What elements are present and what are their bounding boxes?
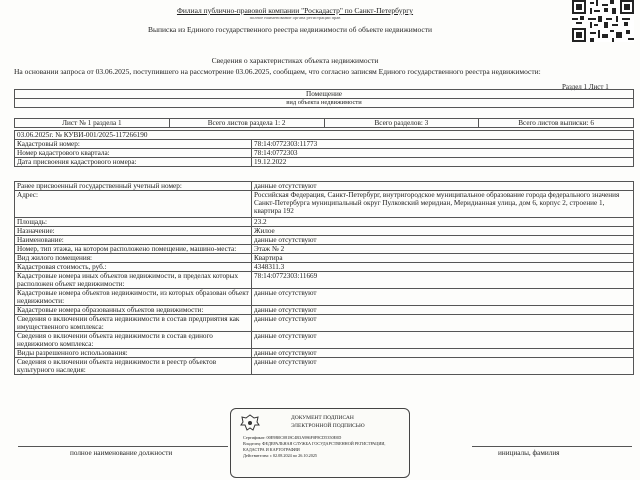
row-label: Вид жилого помещения: (15, 254, 252, 263)
position-caption: полное наименование должности (70, 449, 173, 457)
table-row (15, 263, 634, 272)
row-label: Сведения о включении объекта недвижимости в реестр объектов культурного наследия: (15, 358, 252, 375)
row-value: 78:14:0772303 (252, 149, 634, 158)
row-label: Наименование: (15, 236, 252, 245)
section-label: Раздел 1 Лист 1 (562, 83, 609, 91)
extract-title: Выписка из Единого государственного реестра недвижимости об объекте недвижимости (147, 25, 433, 34)
qr-code (572, 0, 634, 42)
row-label: Кадастровые номера иных объектов недвижимости, в пределах которых расположен объект недвижимости: (15, 272, 252, 289)
row-value: данные отсутствуют (252, 315, 634, 332)
section-sheets: Всего листов раздела 1: 2 (169, 119, 324, 128)
object-type: Помещение (15, 90, 634, 99)
row-label: Дата присвоения кадастрового номера: (15, 158, 252, 167)
table-row (15, 332, 634, 349)
extract-sheets: Всего листов выписки: 6 (479, 119, 634, 128)
table-row (15, 306, 634, 315)
row-value: данные отсутствуют (252, 306, 634, 315)
sheet-number: Лист № 1 раздела 1 (15, 119, 170, 128)
table-row (15, 349, 634, 358)
table-row (15, 272, 634, 289)
row-label: Сведения о включении объекта недвижимости в состав предприятия как имущественного комплекса: (15, 315, 252, 332)
row-value: данные отсутствуют (252, 349, 634, 358)
table-row (15, 289, 634, 306)
stamp-line1: ДОКУМЕНТ ПОДПИСАН (291, 415, 354, 421)
table-row (15, 140, 634, 149)
row-value: данные отсутствуют (252, 289, 634, 306)
position-line (18, 446, 228, 447)
row-label: Сведения о включении объекта недвижимости в состав единого недвижимого комплекса: (15, 332, 252, 349)
table-row (15, 245, 634, 254)
table-row (15, 149, 634, 158)
row-label: Ранее присвоенный государственный учетный номер: (15, 182, 252, 191)
table-row (15, 254, 634, 263)
stamp-owner: Владелец: ФЕДЕРАЛЬНАЯ СЛУЖБА ГОСУДАРСТВЕННОЙ РЕГИСТРАЦИИ, КАДАСТРА И КАРТОГРАФИИ (243, 441, 386, 452)
stamp-details (243, 435, 403, 459)
row-label: Кадастровые номера образованных объектов недвижимости: (15, 306, 252, 315)
row-value: 78:14:0772303:11773 (252, 140, 634, 149)
basic-info-table (14, 130, 634, 167)
row-value: 23.2 (252, 218, 634, 227)
row-label: Кадастровая стоимость, руб.: (15, 263, 252, 272)
table-row (15, 182, 634, 191)
row-value: 19.12.2022 (252, 158, 634, 167)
table-row (15, 227, 634, 236)
object-header-table (14, 89, 634, 108)
row-value: Этаж № 2 (252, 245, 634, 254)
row-value: данные отсутствуют (252, 236, 634, 245)
object-type-caption: вид объекта недвижимости (15, 99, 634, 108)
doc-intro: На основании запроса от 03.06.2025, поступившего на рассмотрение 03.06.2025, сообщаем, что согласно записям Единого государственного реестра недвижимости: (14, 67, 541, 76)
extract-number: 03.06.2025г. № КУВИ-001/2025-117266190 (15, 131, 634, 140)
row-label: Номер, тип этажа, на котором расположено помещение, машино-места: (15, 245, 252, 254)
table-row (15, 218, 634, 227)
row-label: Кадастровые номера объектов недвижимости, из которых образован объект недвижимости: (15, 289, 252, 306)
row-label: Виды разрешенного использования: (15, 349, 252, 358)
row-value: 4348311.3 (252, 263, 634, 272)
row-value: Российская Федерация, Санкт-Петербург, внутригородское муниципальное образование города федерального значения Санкт-Петербурга муниципальный округ Пулковский меридиан, Меридианная улица, дом 6, корпус 2, строение 1, квартира 192 (252, 191, 634, 218)
name-caption: инициалы, фамилия (498, 449, 560, 457)
row-value: данные отсутствуют (252, 358, 634, 375)
sections-total: Всего разделов: 3 (324, 119, 479, 128)
table-row (15, 191, 634, 218)
sheet-info-table (14, 118, 634, 128)
stamp-cert: Сертификат: 00E9B0C0818C4B3A986F0F8CD5350E0D (243, 435, 342, 440)
table-row (15, 358, 634, 375)
row-value: данные отсутствуют (252, 182, 634, 191)
doc-title: Сведения о характеристиках объекта недвижимости (211, 56, 379, 65)
coat-of-arms-icon (239, 413, 261, 433)
org-caption: полное наименование органа регистрации прав (249, 15, 341, 20)
stamp-valid: Действителен: с 02.08.2024 по 26.10.2025 (243, 453, 318, 458)
row-value: данные отсутствуют (252, 332, 634, 349)
details-table (14, 181, 634, 375)
row-label: Кадастровый номер: (15, 140, 252, 149)
row-label: Площадь: (15, 218, 252, 227)
table-row (15, 315, 634, 332)
row-label: Номер кадастрового квартала: (15, 149, 252, 158)
table-row (15, 158, 634, 167)
table-row (15, 236, 634, 245)
row-label: Адрес: (15, 191, 252, 218)
org-name: Филиал публично-правовой компании "Роскадастр" по Санкт-Петербургу (176, 6, 414, 15)
row-value: Квартира (252, 254, 634, 263)
name-line (472, 446, 632, 447)
e-signature-stamp (230, 408, 410, 478)
row-value: Жилое (252, 227, 634, 236)
row-value: 78:14:0772303:11669 (252, 272, 634, 289)
row-label: Назначение: (15, 227, 252, 236)
stamp-line2: ЭЛЕКТРОННОЙ ПОДПИСЬЮ (291, 423, 365, 429)
